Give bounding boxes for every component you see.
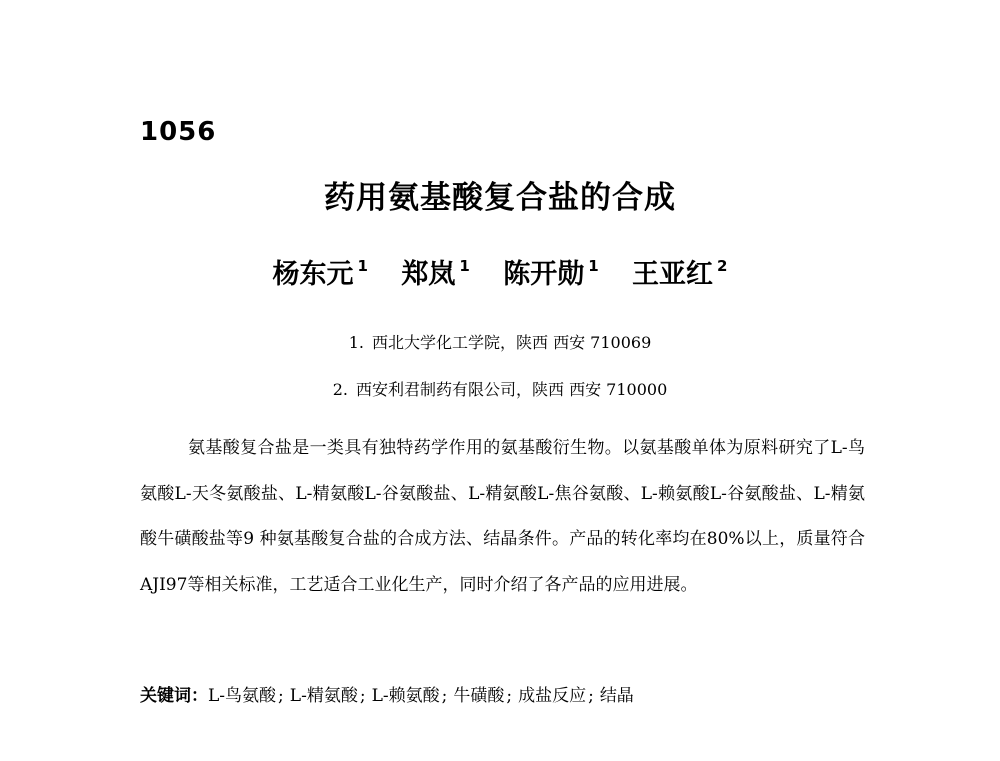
keyword: 结晶 xyxy=(599,686,634,706)
keywords: 关键词：L-鸟氨酸 ; L-精氨酸 ; L-赖氨酸 ; 牛磺酸 ; 成盐反应 ; 结晶 xyxy=(140,686,634,706)
author xyxy=(632,252,727,291)
author-affiliation-mark: 1 xyxy=(357,257,368,275)
author-name: 郑岚 xyxy=(401,259,456,290)
keyword: L-精氨酸 xyxy=(289,686,358,706)
author xyxy=(273,252,368,291)
affiliation-number: 2. xyxy=(332,380,348,399)
keyword: L-鸟氨酸 xyxy=(208,686,277,706)
author-affiliation-mark: 1 xyxy=(459,257,470,275)
author-affiliation-mark: 1 xyxy=(588,257,599,275)
affiliation-number: 1. xyxy=(348,333,364,352)
keyword: 牛磺酸 xyxy=(453,686,505,706)
author-affiliation-mark: 2 xyxy=(717,257,728,275)
author xyxy=(503,252,598,291)
affiliation-2 xyxy=(0,377,1000,400)
keywords-label: 关键词： xyxy=(140,686,208,706)
affiliation-text: 西安利君制药有限公司，陕西 西安 710000 xyxy=(356,380,668,399)
author-list xyxy=(0,252,1000,291)
author-name: 王亚红 xyxy=(632,259,714,290)
abstract-text: 氨基酸复合盐是一类具有独特药学作用的氨基酸衍生物。以氨基酸单体为原料研究了L-鸟氨酸L-天冬氨酸盐、L-精氨酸L-谷氨酸盐、L-精氨酸L-焦谷氨酸、L-赖氨酸L-谷氨酸盐、L-精氨酸牛磺酸盐等9 种氨基酸复合盐的合成方法、结晶条件。产品的转化率均在80%以上，质量符合AJI97等相关标准，工艺适合工业化生产，同时介绍了各产品的应用进展。 xyxy=(140,438,865,595)
affiliation-1 xyxy=(0,330,1000,353)
paper-title: 药用氨基酸复合盐的合成 xyxy=(324,180,676,216)
affiliation-text: 西北大学化工学院，陕西 西安 710069 xyxy=(372,333,652,352)
keyword: 成盐反应 xyxy=(518,686,587,706)
author-name: 陈开勋 xyxy=(503,259,585,290)
keyword: L-赖氨酸 xyxy=(371,686,440,706)
author xyxy=(401,252,469,291)
author-name: 杨东元 xyxy=(272,259,354,290)
paper-id: 1056 xyxy=(140,117,217,147)
